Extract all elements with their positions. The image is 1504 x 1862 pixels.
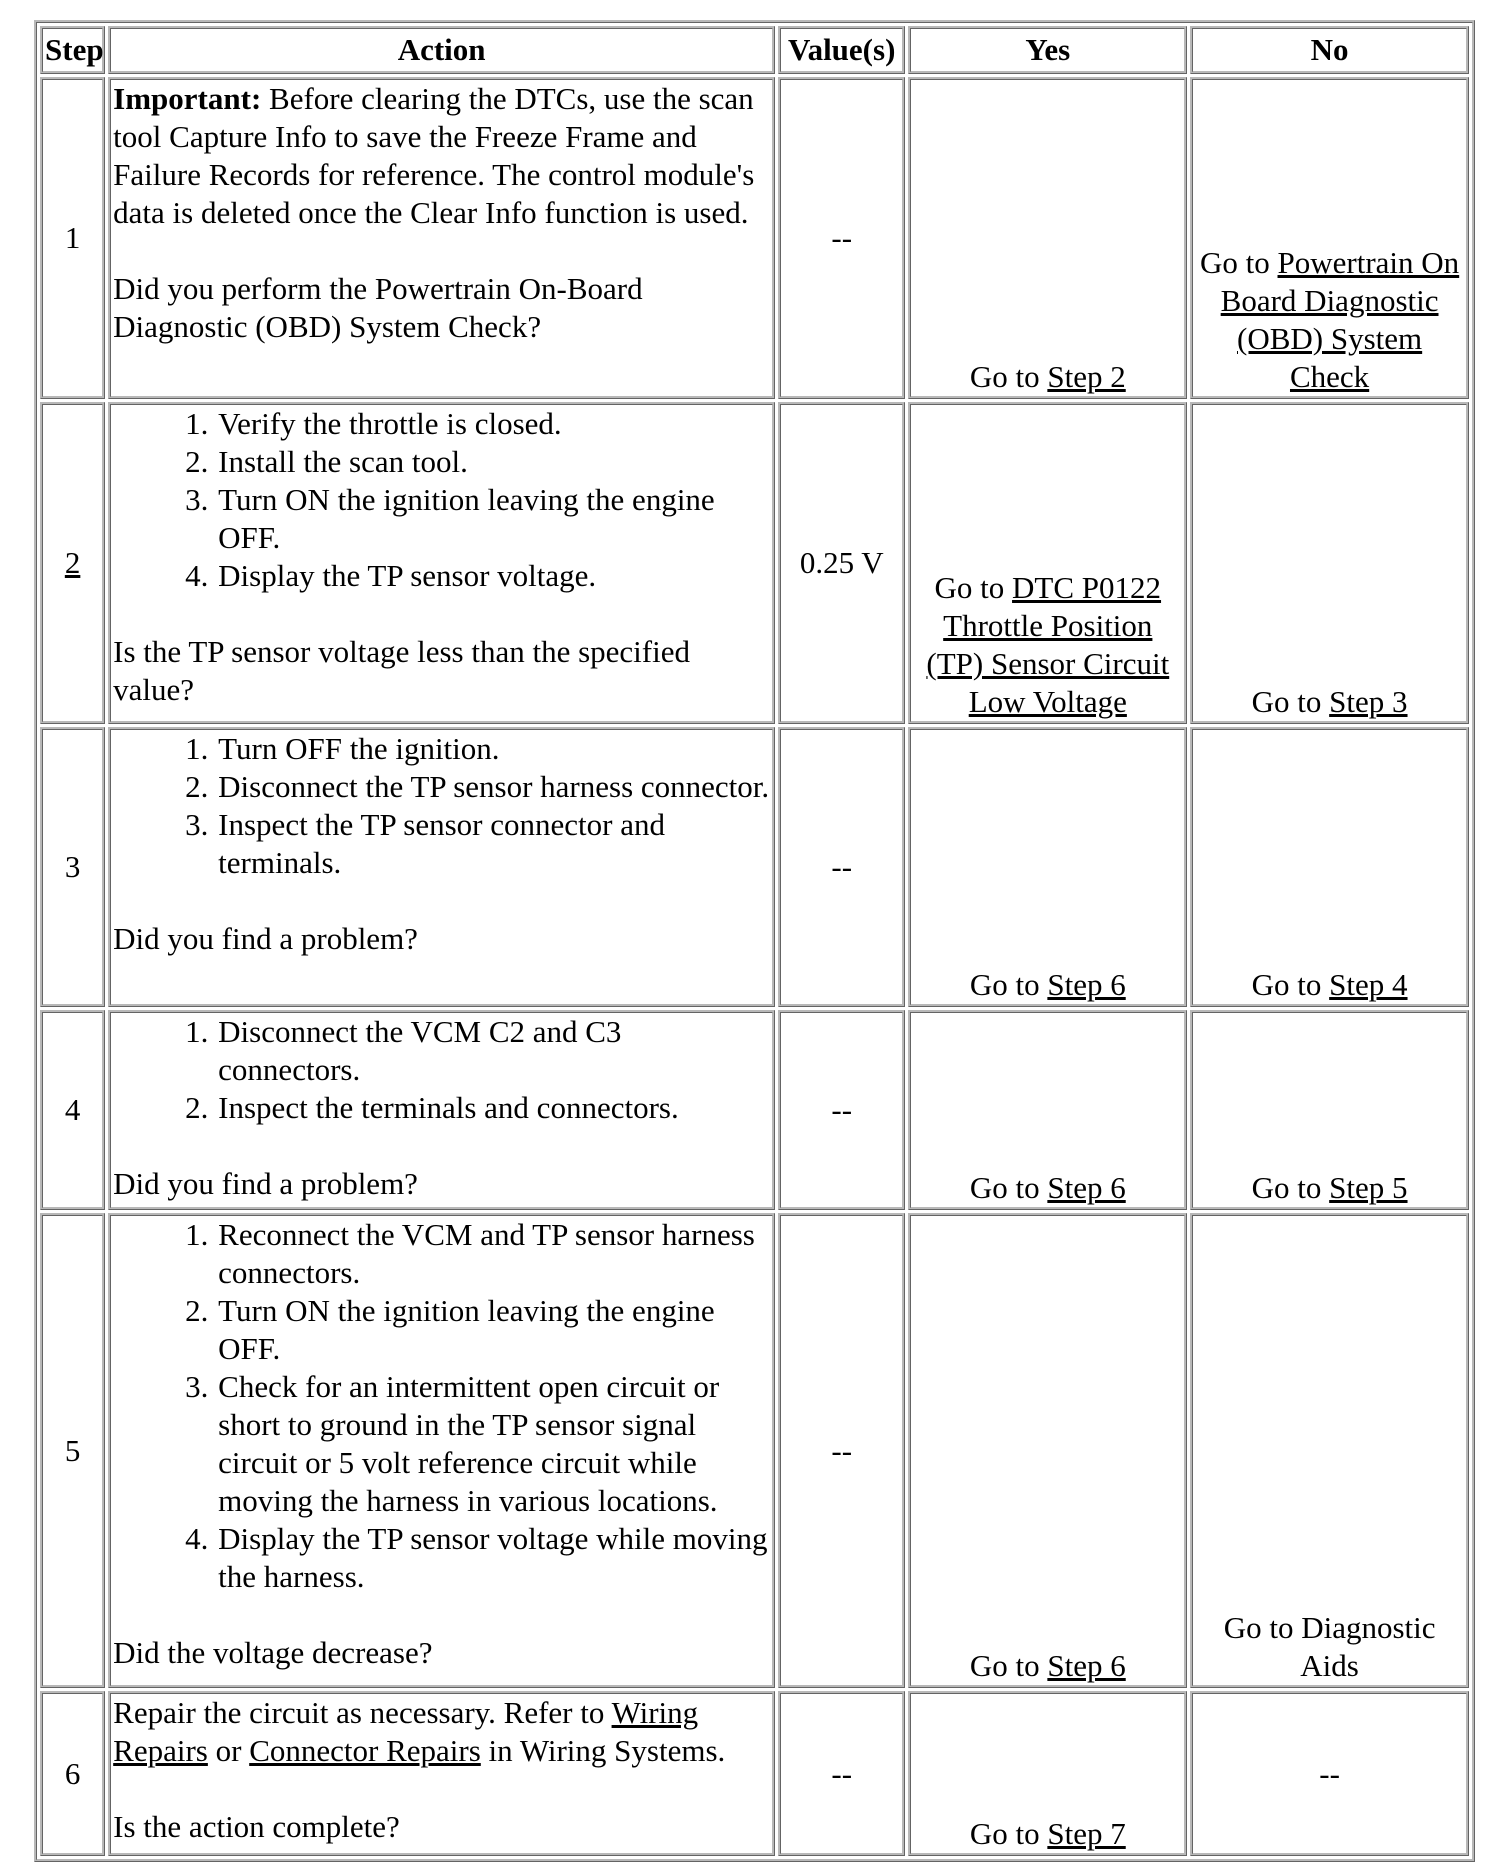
header-yes: Yes	[908, 26, 1187, 74]
list-item: 2. Disconnect the TP sensor harness connector.	[216, 768, 770, 806]
header-values: Value(s)	[778, 26, 905, 74]
yes-cell: Go to Step 7	[908, 1691, 1187, 1856]
important-label: Important:	[113, 81, 262, 116]
step-number-link	[40, 402, 105, 724]
list-item: 2. Install the scan tool.	[216, 443, 770, 481]
yes-link[interactable]: DTC P0122 Throttle Position (TP) Sensor Circuit Low Voltage	[926, 570, 1170, 719]
list-item: 3. Inspect the TP sensor connector and terminals.	[216, 806, 770, 882]
action-question: Did the voltage decrease?	[113, 1635, 433, 1670]
list-item: 1. Verify the throttle is closed.	[216, 405, 770, 443]
action-text: Repair the circuit as necessary. Refer to Wiring Repairs or Connector Repairs in Wiring Systems.	[113, 1695, 726, 1768]
no-link[interactable]: Step 3	[1329, 684, 1408, 719]
yes-cell: Go to Step 6	[908, 727, 1187, 1007]
yes-cell: Go to Step 6	[908, 1010, 1187, 1210]
header-no: No	[1190, 26, 1469, 74]
step-number: 5	[40, 1213, 105, 1688]
no-cell: Go to Powertrain On Board Diagnostic (OBD) System Check	[1190, 77, 1469, 399]
action-note: Important: Before clearing the DTCs, use the scan tool Capture Info to save the Freeze Frame and Failure Records for reference. The control module's data is deleted once the Clear Info function is used.	[113, 81, 755, 230]
yes-cell: Go to Step 2	[908, 77, 1187, 399]
step-number: 1	[40, 77, 105, 399]
list-item: 3. Turn ON the ignition leaving the engine OFF.	[216, 481, 770, 557]
action-cell	[108, 1213, 775, 1688]
action-steps-list	[113, 730, 770, 882]
list-item: 4. Display the TP sensor voltage.	[216, 557, 770, 595]
header-row	[40, 26, 1469, 74]
value-cell: --	[778, 1213, 905, 1688]
yes-link[interactable]: Step 6	[1047, 967, 1126, 1002]
list-item: 1. Turn OFF the ignition.	[216, 730, 770, 768]
table-row	[40, 402, 1469, 724]
action-question: Is the action complete?	[113, 1809, 400, 1844]
no-link[interactable]: Step 5	[1329, 1170, 1408, 1205]
list-item: 1. Reconnect the VCM and TP sensor harness connectors.	[216, 1216, 770, 1292]
list-item: 1. Disconnect the VCM C2 and C3 connectors.	[216, 1013, 770, 1089]
action-question: Did you perform the Powertrain On-Board Diagnostic (OBD) System Check?	[113, 271, 643, 344]
list-item: 2. Turn ON the ignition leaving the engine OFF.	[216, 1292, 770, 1368]
header-step: Step	[40, 26, 105, 74]
no-cell: Go to Diagnostic Aids	[1190, 1213, 1469, 1688]
action-steps-list	[113, 1013, 770, 1127]
yes-link[interactable]: Step 2	[1047, 359, 1126, 394]
yes-link[interactable]: Step 6	[1047, 1170, 1126, 1205]
no-cell: Go to Step 5	[1190, 1010, 1469, 1210]
no-link[interactable]: Powertrain On Board Diagnostic (OBD) System Check	[1220, 245, 1460, 394]
connector-repairs-link[interactable]: Connector Repairs	[249, 1733, 481, 1768]
action-cell	[108, 1010, 775, 1210]
diagnostic-table-container	[34, 20, 1475, 1862]
yes-link[interactable]: Step 6	[1047, 1648, 1126, 1683]
step-2-anchor[interactable]: 2	[64, 545, 81, 580]
step-number: 4	[40, 1010, 105, 1210]
no-cell: Go to Step 3	[1190, 402, 1469, 724]
step-number: 3	[40, 727, 105, 1007]
table-row	[40, 1691, 1469, 1856]
table-row	[40, 1213, 1469, 1688]
value-cell: --	[778, 77, 905, 399]
wiring-repairs-link[interactable]: Wiring Repairs	[113, 1695, 699, 1768]
list-item: 3. Check for an intermittent open circuit or short to ground in the TP sensor signal circuit or 5 volt reference circuit while moving the harness in various locations.	[216, 1368, 770, 1520]
value-cell: 0.25 V	[778, 402, 905, 724]
action-cell	[108, 402, 775, 724]
value-cell: --	[778, 727, 905, 1007]
yes-cell: Go to DTC P0122 Throttle Position (TP) Sensor Circuit Low Voltage	[908, 402, 1187, 724]
table-row	[40, 727, 1469, 1007]
action-cell	[108, 77, 775, 399]
action-question: Did you find a problem?	[113, 921, 418, 956]
diagnostic-table	[34, 20, 1475, 1862]
action-steps-list	[113, 1216, 770, 1596]
list-item: 2. Inspect the terminals and connectors.	[216, 1089, 770, 1127]
action-cell	[108, 1691, 775, 1856]
no-link[interactable]: Step 4	[1329, 967, 1408, 1002]
action-steps-list	[113, 405, 770, 595]
yes-cell: Go to Step 6	[908, 1213, 1187, 1688]
action-cell	[108, 727, 775, 1007]
yes-link[interactable]: Step 7	[1047, 1816, 1126, 1851]
value-cell: --	[778, 1010, 905, 1210]
action-question: Did you find a problem?	[113, 1166, 418, 1201]
no-cell: --	[1190, 1691, 1469, 1856]
header-action: Action	[108, 26, 775, 74]
action-question: Is the TP sensor voltage less than the specified value?	[113, 634, 690, 707]
list-item: 4. Display the TP sensor voltage while moving the harness.	[216, 1520, 770, 1596]
table-row	[40, 77, 1469, 399]
table-row	[40, 1010, 1469, 1210]
value-cell: --	[778, 1691, 905, 1856]
step-number: 6	[40, 1691, 105, 1856]
no-cell: Go to Step 4	[1190, 727, 1469, 1007]
